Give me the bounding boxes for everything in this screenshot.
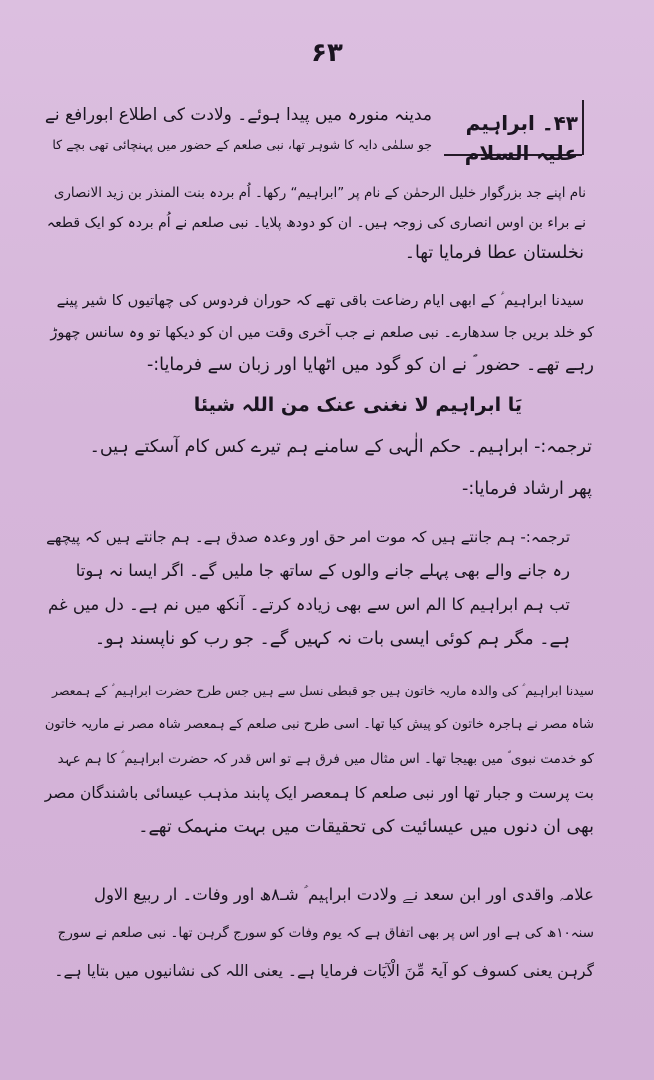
text-line-19: بت پرست و جبار تھا اور نبی صلعم کا ہمعصر ایک پابند مذہب عیسائی باشندگان مصر bbox=[44, 784, 594, 802]
heading-box-left-rule bbox=[582, 100, 584, 155]
translation-line-2: ترجمہ:- ہم جانتے ہیں کہ موت امر حق اور وعدہ صدق ہے۔ ہم جانتے ہیں کہ پیچھے bbox=[46, 528, 570, 546]
text-line-6: سیدنا ابراہیم ؑ کے ابھی ایام رضاعت باقی تھے کہ حوران فردوس کی چھاتیوں کا شیر پینے bbox=[56, 293, 584, 309]
text-line-23: گرہن یعنی کسوف کو آیۃ مِّنَ الْآیَات فرمایا ہے۔ یعنی اللہ کی نشانیوں میں بتایا ہے۔ bbox=[54, 962, 594, 980]
section-heading: ۴۳۔ ابراہیم علیہ السلام bbox=[464, 111, 578, 165]
translation-line-4: تب ہم ابراہیم کا الم اس سے بھی زیادہ کرتے۔ آنکھ میں نم ہے۔ دل میں غم bbox=[48, 595, 570, 614]
translation-line-5: ہے۔ مگر ہم کوئی ایسی بات نہ کہیں گے۔ جو رب کو ناپسند ہو۔ bbox=[94, 629, 570, 649]
text-line-18: کو خدمت نبوی ؐ میں بھیجا تھا۔ اس مثال میں فرق ہے تو اس قدر کہ حضرت ابراہیم ؑ کا ہم عہد bbox=[57, 751, 594, 767]
text-line-17: شاہ مصر نے ہاجرہ خاتون کو پیش کیا تھا۔ اسی طرح نبی صلعم کے ہمعصر شاہ مصر نے ماریہ خاتون bbox=[44, 717, 594, 732]
page-number: ۶۳ bbox=[311, 38, 343, 68]
text-line-16: سیدنا ابراہیم ؑ کی والدہ ماریہ خاتون ہیں جو قبطی نسل سے ہیں جس طرح حضرت ابراہیم ؑ کے ہمعصر bbox=[51, 683, 594, 698]
translation-line-1: ترجمہ:- ابراہیم۔ حکم الٰہی کے سامنے ہم تیرے کس کام آسکتے ہیں۔ bbox=[89, 437, 592, 457]
text-line-7: کو خلد بریں جا سدھارے۔ نبی صلعم نے جب آخری وقت میں ان کو دیکھا تو وہ سانس چھوڑ bbox=[50, 325, 594, 341]
text-line-1: مدینہ منورہ میں پیدا ہوئے۔ ولادت کی اطلاع ابورافع نے bbox=[44, 105, 432, 125]
text-line-8: رہے تھے۔ حضور ؐ نے ان کو گود میں اٹھایا اور زبان سے فرمایا:- bbox=[146, 355, 594, 375]
text-line-22: سنہ۱۰ھ کی ہے اور اس پر بھی اتفاق ہے کہ یوم وفات کو سورج گرہن تھا۔ نبی صلعم نے سورج bbox=[57, 925, 594, 941]
text-line-5: نخلستان عطا فرمایا تھا۔ bbox=[404, 243, 584, 263]
text-line-3: نام اپنے جد بزرگوار خلیل الرحمٰن کے نام پر ”ابراہیم“ رکھا۔ اُم بردہ بنت المنذر بن زید الانصاری bbox=[53, 185, 586, 201]
arabic-quote: یَا ابراہیم لا نغنی عنک من اللہ شیئا bbox=[193, 394, 522, 416]
translation-line-3: رہ جانے والے بھی پہلے جانے والوں کے ساتھ جا ملیں گے۔ اگر ایسا نہ ہوتا bbox=[75, 561, 570, 580]
text-line-4: نے براء بن اوس انصاری کی زوجہ ہیں۔ ان کو دودھ پلایا۔ نبی صلعم نے اُم بردہ کو ایک قطعہ bbox=[46, 215, 586, 231]
text-line-21: علامہ واقدی اور ابن سعد نے ولادت ابراہیم ؑ شـ۸ھ اور وفات۔ ار ربیع الاول bbox=[93, 885, 594, 904]
text-line-11: پھر ارشاد فرمایا:- bbox=[462, 479, 592, 499]
text-line-2: جو سلمٰی دایہ کا شوہر تھا، نبی صلعم کے حضور میں پہنچائی تھی بچے کا bbox=[52, 137, 432, 152]
text-line-20: بھی ان دنوں میں عیسائیت کی تحقیقات میں بہت منہمک تھے۔ bbox=[138, 817, 594, 837]
